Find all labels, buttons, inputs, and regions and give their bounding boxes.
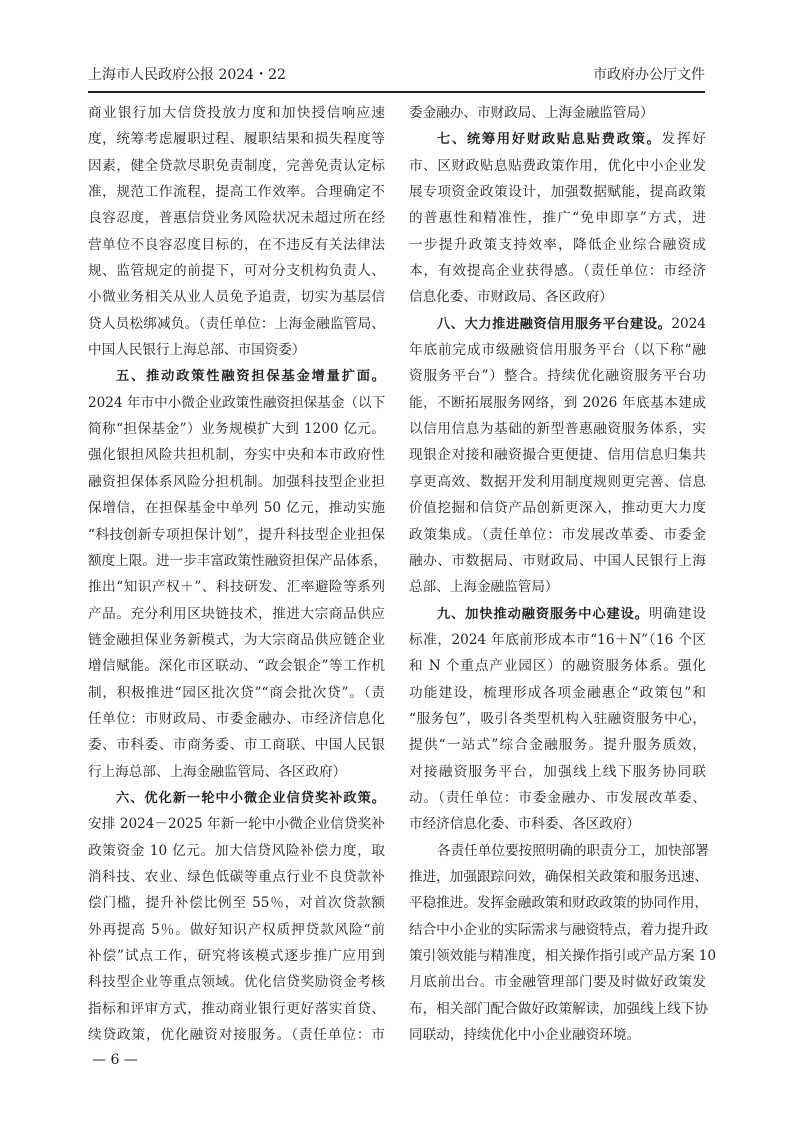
text-line bbox=[409, 996, 709, 1022]
text-line bbox=[409, 548, 706, 574]
section-heading-line bbox=[409, 126, 706, 152]
line-text: 小微业务相关从业人员免予追责，切实为基层信 bbox=[88, 289, 385, 306]
text-line bbox=[88, 969, 385, 995]
text-line bbox=[88, 838, 385, 864]
line-text: 规、监管规定的前提下，可对分支机构负责人、 bbox=[88, 263, 385, 280]
line-text: 指标和评审方式，推动商业银行更好落实首贷、 bbox=[88, 1000, 385, 1017]
line-text: 续贷政策，优化融资对接服务。（责任单位：市 bbox=[88, 1027, 385, 1044]
section-heading: 八、大力推进融资信用服务平台建设。 bbox=[437, 316, 672, 332]
text-line bbox=[88, 126, 385, 152]
line-text: 产品。充分利用区块链技术，推进大宗商品供应 bbox=[88, 605, 385, 622]
text-line bbox=[409, 522, 706, 548]
line-text: 商业银行加大信贷投放力度和加快授信响应速 bbox=[88, 105, 385, 121]
text-line bbox=[409, 390, 706, 416]
text-column-right bbox=[409, 100, 717, 1048]
text-line bbox=[409, 574, 706, 600]
text-line bbox=[88, 759, 385, 785]
line-text: 委、市科委、市商务委、市工商联、中国人民银 bbox=[88, 737, 385, 754]
text-line bbox=[409, 442, 706, 468]
line-text: 度，统筹考虑履职过程、履职结果和损失程度等 bbox=[88, 131, 385, 148]
text-line bbox=[409, 258, 706, 284]
line-text: 总部、上海金融监管局） bbox=[409, 579, 559, 596]
text-line bbox=[409, 627, 706, 653]
text-line bbox=[409, 785, 706, 811]
line-text: 提供“一站式”综合金融服务。提升服务质效， bbox=[409, 737, 706, 754]
line-text: 的普惠性和精准性，推广“免申即享”方式，进 bbox=[409, 210, 706, 227]
line-text: “科技创新专项担保计划”，提升科技型企业担保 bbox=[88, 526, 385, 543]
text-line bbox=[409, 100, 706, 126]
text-line bbox=[88, 284, 385, 310]
line-text: 标准，2024 年底前形成本市“16＋N”（16 个区 bbox=[409, 631, 706, 648]
section-heading: 九、加快推动融资服务中心建设。 bbox=[437, 606, 649, 622]
line-text: 贷人员松绑减负。（责任单位：上海金融监管局、 bbox=[88, 315, 385, 332]
text-line bbox=[409, 284, 706, 310]
line-text: 安排 2024－2025 年新一轮中小微企业信贷奖补 bbox=[88, 816, 385, 833]
line-text: 科技型企业等重点领域。优化信贷奖励资金考核 bbox=[88, 974, 385, 991]
line-text: 资服务平台”）整合。持续优化融资服务平台功 bbox=[409, 368, 706, 385]
text-line bbox=[409, 653, 706, 679]
line-text: 补偿”试点工作，研究将该模式逐步推广应用到 bbox=[88, 948, 385, 964]
text-line bbox=[88, 601, 385, 627]
line-text: 各责任单位要按照明确的职责分工，加快部署 bbox=[437, 842, 709, 859]
line-text: 外再提高 5％。做好知识产权质押贷款风险“前 bbox=[88, 921, 385, 938]
text-line bbox=[409, 363, 706, 389]
line-text: 任单位：市财政局、市委金融办、市经济信息化 bbox=[88, 710, 385, 727]
line-text: 市经济信息化委、市科委、各区政府） bbox=[409, 816, 641, 833]
text-line bbox=[409, 680, 706, 706]
text-line bbox=[409, 943, 717, 969]
line-text: 行上海总部、上海金融监管局、各区政府） bbox=[88, 763, 347, 780]
text-line bbox=[409, 732, 706, 758]
text-line bbox=[409, 153, 706, 179]
text-line bbox=[88, 100, 385, 126]
section-heading-line bbox=[409, 601, 706, 627]
text-line bbox=[409, 179, 706, 205]
line-text: 2024 bbox=[671, 315, 706, 332]
text-line bbox=[88, 548, 388, 574]
running-header-section: 市政府办公厅文件 bbox=[593, 67, 705, 83]
section-heading: 五、推动政策性融资担保基金增量扩面。 bbox=[116, 369, 385, 385]
text-line bbox=[88, 627, 385, 653]
line-text: 保增信，在担保基金中单列 50 亿元，推动实施 bbox=[88, 500, 385, 517]
line-text: 强化银担风险共担机制，夯实中央和本市政府性 bbox=[88, 447, 385, 464]
text-line bbox=[88, 1022, 385, 1048]
section-heading: 六、优化新一轮中小微企业信贷奖补政策。 bbox=[116, 790, 385, 806]
text-line bbox=[88, 653, 385, 679]
section-heading-line bbox=[409, 311, 706, 337]
text-line bbox=[88, 680, 385, 706]
line-text: 享更高效、数据开发利用制度规则更完善、信息 bbox=[409, 473, 706, 490]
line-text: 额度上限。进一步丰富政策性融资担保产品体系， bbox=[88, 552, 388, 569]
line-text: 发挥好 bbox=[661, 131, 706, 148]
text-line bbox=[409, 969, 706, 995]
line-text: 市、区财政贴息贴费政策作用，优化中小企业发 bbox=[409, 157, 706, 174]
line-text: 增信赋能。深化市区联动、“政会银企”等工作机 bbox=[88, 658, 385, 675]
line-text: 简称“担保基金”）业务规模扩大到 1200 亿元。 bbox=[88, 421, 385, 438]
line-text: 布，相关部门配合做好政策解读，加强线上线下协 bbox=[409, 1000, 709, 1017]
line-text: 良容忍度，普惠信贷业务风险状况未超过所在经 bbox=[88, 210, 385, 227]
text-line bbox=[88, 416, 385, 442]
line-text: 链金融担保业务新模式，为大宗商品供应链企业 bbox=[88, 631, 385, 648]
line-text: 价值挖掘和信贷产品创新更深入，推动更大力度 bbox=[409, 500, 706, 517]
line-text: 融资担保体系风险分担机制。加强科技型企业担 bbox=[88, 473, 385, 490]
line-text: 政策集成。（责任单位：市发展改革委、市委金 bbox=[409, 526, 706, 543]
text-line bbox=[88, 917, 385, 943]
text-line bbox=[409, 864, 709, 890]
text-line bbox=[88, 390, 385, 416]
line-text: 中国人民银行上海总部、市国资委） bbox=[88, 342, 306, 359]
text-line bbox=[409, 416, 706, 442]
text-line bbox=[88, 311, 385, 337]
line-text: 展专项资金政策设计，加强数据赋能，提高政策 bbox=[409, 184, 706, 201]
text-line bbox=[88, 522, 385, 548]
line-text: 偿门槛，提升补偿比例至 55％，对首次贷款额 bbox=[88, 895, 385, 912]
text-line bbox=[88, 732, 385, 758]
line-text: 一步提升政策支持效率，降低企业综合融资成 bbox=[409, 236, 706, 253]
line-text: 融办、市数据局、市财政局、中国人民银行上海 bbox=[409, 552, 706, 569]
line-text: 明确建设 bbox=[648, 605, 707, 622]
text-line bbox=[88, 706, 385, 732]
running-header-publication: 上海市人民政府公报 2024・22 bbox=[88, 67, 286, 83]
line-text: 和 N 个重点产业园区）的融资服务体系。强化 bbox=[409, 658, 706, 675]
page-number: — 6 — bbox=[92, 1052, 138, 1068]
text-line bbox=[88, 943, 385, 969]
text-line bbox=[88, 179, 385, 205]
text-line bbox=[409, 469, 706, 495]
line-text: 委金融办、市财政局、上海金融监管局） bbox=[409, 105, 654, 121]
line-text: 同联动，持续优化中小企业融资环境。 bbox=[409, 1027, 641, 1044]
line-text: 功能建设，梳理形成各项金融惠企“政策包”和 bbox=[409, 684, 706, 701]
line-text: 因素，健全贷款尽职免责制度，完善免责认定标 bbox=[88, 157, 385, 174]
line-text: 制，积极推进“园区批次贷”“商会批次贷”。（责 bbox=[88, 684, 385, 701]
line-text: 结合中小企业的实际需求与融资特点，着力提升政 bbox=[409, 921, 709, 938]
text-line bbox=[409, 706, 706, 732]
line-text: 月底前出台。市金融管理部门要及时做好政策发 bbox=[409, 974, 706, 991]
line-text: 年底前完成市级融资信用服务平台（以下称“融 bbox=[409, 342, 706, 359]
text-line bbox=[88, 153, 385, 179]
text-line bbox=[88, 205, 385, 231]
text-line bbox=[409, 811, 706, 837]
text-line bbox=[409, 759, 706, 785]
text-line bbox=[409, 1022, 706, 1048]
text-line bbox=[88, 495, 385, 521]
section-heading: 七、统筹用好财政贴息贴费政策。 bbox=[437, 132, 662, 148]
line-text: 本，有效提高企业获得感。（责任单位：市经济 bbox=[409, 263, 706, 280]
line-text: 2024 年市中小微企业政策性融资担保基金（以下 bbox=[88, 394, 386, 411]
header-rule bbox=[88, 91, 705, 93]
text-line bbox=[88, 337, 385, 363]
text-line bbox=[88, 864, 385, 890]
text-line bbox=[88, 258, 385, 284]
line-text: 营单位不良容忍度目标的，在不违反有关法律法 bbox=[88, 236, 385, 253]
text-line bbox=[409, 890, 709, 916]
text-line bbox=[88, 574, 385, 600]
section-heading-line bbox=[88, 363, 385, 389]
line-text: 以信用信息为基础的新型普惠融资服务体系，实 bbox=[409, 421, 706, 438]
text-column-left bbox=[88, 100, 388, 1048]
text-line bbox=[88, 469, 385, 495]
text-line bbox=[88, 996, 385, 1022]
line-text: 策引领效能与精准度，相关操作指引或产品方案 10 bbox=[409, 948, 717, 964]
line-text: 信息化委、市财政局、各区政府） bbox=[409, 289, 613, 306]
line-text: 对接融资服务平台，加强线上线下服务协同联 bbox=[409, 763, 706, 780]
text-line bbox=[88, 890, 385, 916]
line-text: 能，不断拓展服务网络，到 2026 年底基本建成 bbox=[409, 394, 706, 411]
text-line bbox=[409, 232, 706, 258]
line-text: 推进，加强跟踪问效，确保相关政策和服务迅速、 bbox=[409, 868, 709, 885]
text-line bbox=[409, 495, 706, 521]
text-line bbox=[409, 917, 709, 943]
text-line bbox=[88, 811, 385, 837]
text-line bbox=[409, 838, 709, 864]
line-text: “服务包”，吸引各类型机构入驻融资服务中心， bbox=[409, 710, 706, 727]
line-text: 政策资金 10 亿元。加大信贷风险补偿力度，取 bbox=[88, 842, 385, 859]
line-text: 推出“知识产权＋”、科技研发、汇率避险等系列 bbox=[88, 579, 385, 596]
text-line bbox=[409, 337, 706, 363]
text-line bbox=[409, 205, 706, 231]
line-text: 动。（责任单位：市委金融办、市发展改革委、 bbox=[409, 789, 706, 806]
section-heading-line bbox=[88, 785, 385, 811]
line-text: 现银企对接和融资撮合更便捷、信用信息归集共 bbox=[409, 447, 706, 464]
text-line bbox=[88, 232, 385, 258]
line-text: 平稳推进。发挥金融政策和财政政策的协同作用， bbox=[409, 895, 709, 912]
text-line bbox=[88, 442, 385, 468]
line-text: 消科技、农业、绿色低碳等重点行业不良贷款补 bbox=[88, 868, 385, 885]
line-text: 准，规范工作流程，提高工作效率。合理确定不 bbox=[88, 184, 385, 201]
